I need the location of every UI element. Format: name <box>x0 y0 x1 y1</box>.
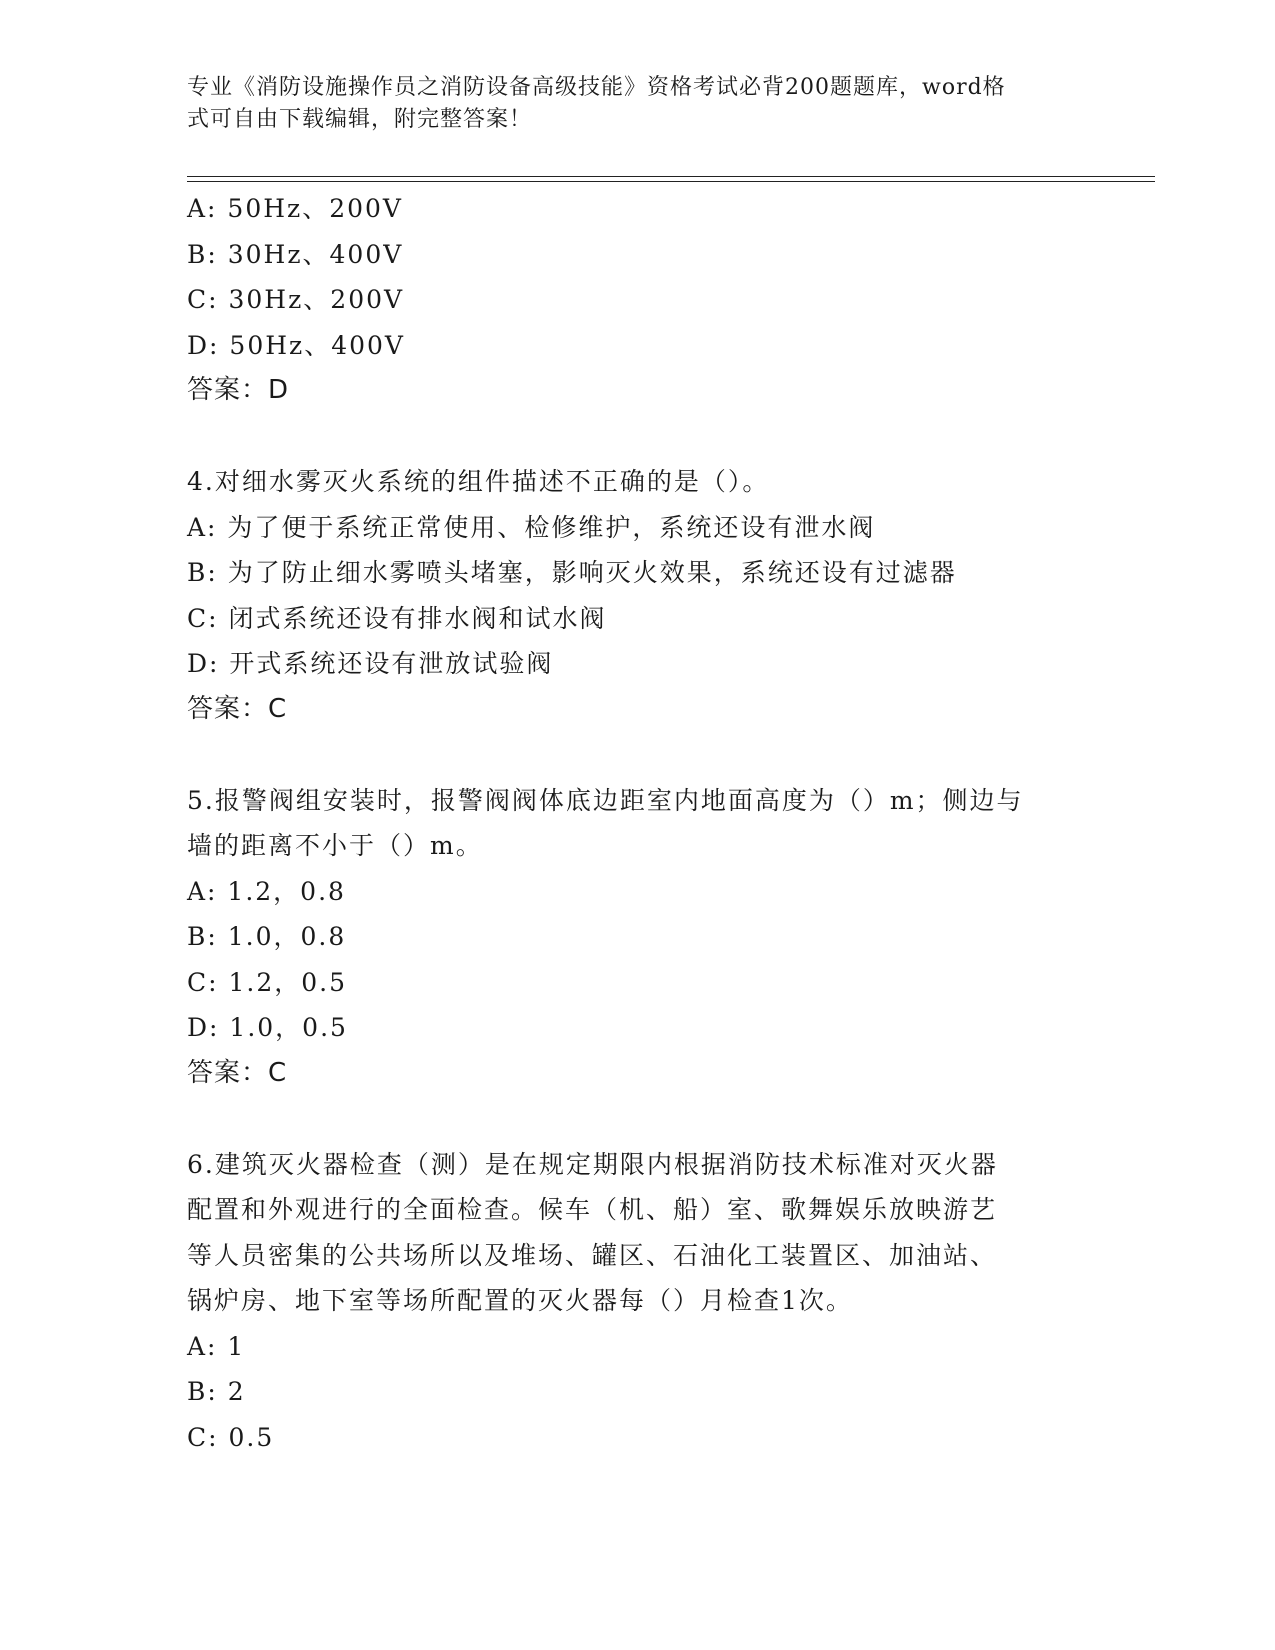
option-b: B: 1.0，0.8 <box>187 922 347 951</box>
spacer <box>187 414 1087 460</box>
question-3 <box>187 186 1087 414</box>
document-header <box>187 72 1067 136</box>
question-stem: 等人员密集的公共场所以及堆场、罐区、石油化工装置区、加油站、 <box>187 1240 998 1270</box>
option-a: A: 50Hz、200V <box>187 194 403 223</box>
option-b: B: 30Hz、400V <box>187 239 404 269</box>
header-line-2: 式可自由下载编辑，附完整答案！ <box>187 107 533 132</box>
question-list <box>187 186 1087 1460</box>
option-b: B: 为了防止细水雾喷头堵塞，影响灭火效果，系统还设有过滤器 <box>187 558 957 587</box>
question-stem: 墙的距离不小于（）m。 <box>187 831 483 860</box>
option-a: A: 1 <box>187 1331 246 1361</box>
option-c: C: 30Hz、200V <box>187 285 405 314</box>
spacer <box>187 1096 1087 1142</box>
question-stem: 配置和外观进行的全面检查。候车（机、船）室、歌舞娱乐放映游艺 <box>187 1195 998 1224</box>
question-6 <box>187 1142 1087 1461</box>
option-b: B: 2 <box>187 1377 246 1406</box>
option-a: A: 为了便于系统正常使用、检修维护，系统还设有泄水阀 <box>187 512 876 542</box>
option-a: A: 1.2，0.8 <box>187 876 346 906</box>
option-c: C: 0.5 <box>187 1422 275 1452</box>
answer: 答案：C <box>187 1057 288 1088</box>
option-c: C: 1.2，0.5 <box>187 967 348 997</box>
answer: 答案：D <box>187 375 290 405</box>
question-5 <box>187 778 1087 1097</box>
spacer <box>187 732 1087 778</box>
option-d: D: 1.0，0.5 <box>187 1013 348 1042</box>
header-line-1: 专业《消防设施操作员之消防设备高级技能》资格考试必背200题题库，word格 <box>187 75 1006 100</box>
question-stem: 4.对细水雾灭火系统的组件描述不正确的是（）。 <box>187 467 770 496</box>
header-rule-top <box>187 176 1155 177</box>
option-c: C: 闭式系统还设有排水阀和试水阀 <box>187 603 607 633</box>
header-rule-bottom <box>187 181 1155 182</box>
option-d: D: 开式系统还设有泄放试验阀 <box>187 649 554 678</box>
question-stem: 锅炉房、地下室等场所配置的灭火器每（）月检查1次。 <box>187 1286 853 1315</box>
question-4 <box>187 459 1087 732</box>
question-stem: 6.建筑灭火器检查（测）是在规定期限内根据消防技术标准对灭火器 <box>187 1149 998 1179</box>
question-stem: 5.报警阀组安装时，报警阀阀体底边距室内地面高度为（）m；侧边与 <box>187 785 1024 815</box>
option-d: D: 50Hz、400V <box>187 330 405 360</box>
answer: 答案：C <box>187 693 288 724</box>
